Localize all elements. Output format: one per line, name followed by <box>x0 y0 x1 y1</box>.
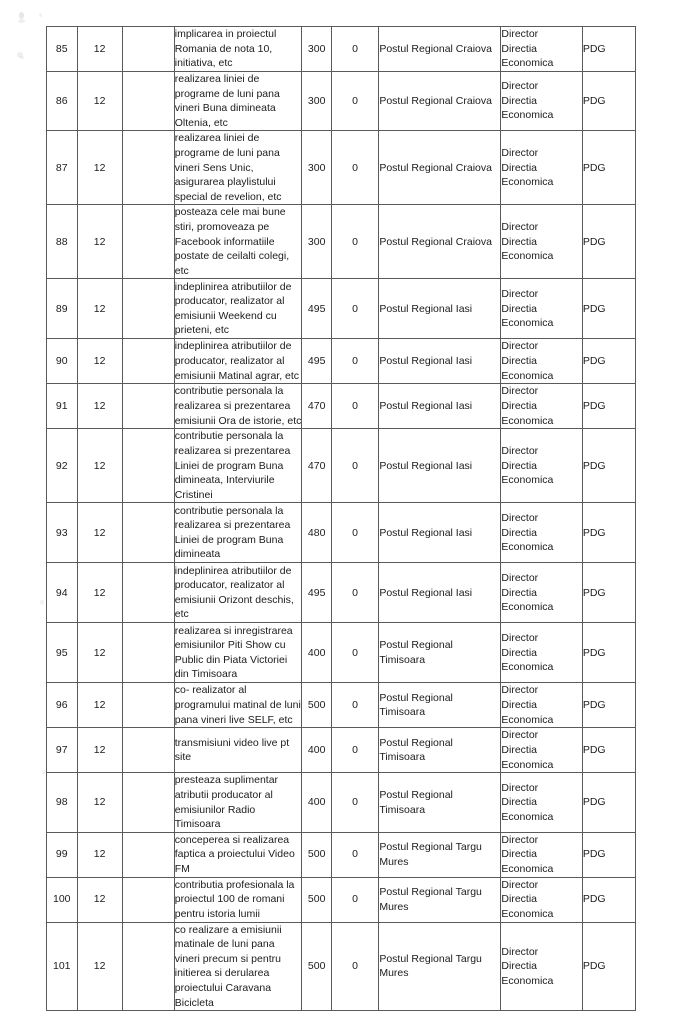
row-months-cell: 12 <box>77 728 122 773</box>
row-pdg-cell: PDG <box>582 623 635 683</box>
row-pdg-cell: PDG <box>582 683 635 728</box>
table-row <box>47 429 636 503</box>
row-approver-cell <box>501 131 582 205</box>
row-station-cell: Postul Regional Iasi <box>379 503 501 563</box>
table-row <box>47 339 636 384</box>
row-station-cell: Postul Regional Craiova <box>379 131 501 205</box>
row-months-cell: 12 <box>77 72 122 131</box>
approver-line: Economica <box>501 907 554 920</box>
row-description-cell: contributie personala la realizarea si prezentarea Liniei de program Buna dimineata <box>174 503 302 563</box>
row-approver-cell <box>501 773 582 832</box>
approver-line: Director <box>501 220 539 233</box>
row-number-cell: 91 <box>47 384 78 429</box>
approver-line: Directia <box>501 459 538 472</box>
row-approver-cell <box>501 503 582 563</box>
row-description-cell: implicarea in proiectul Romania de nota 10, initiativa, etc <box>174 27 302 72</box>
row-pdg-cell: PDG <box>582 339 635 384</box>
row-amount-cell: 300 <box>302 72 331 131</box>
table-row <box>47 922 636 1011</box>
approver-line: Economica <box>501 810 554 823</box>
row-description-cell: contributia profesionala la proiectul 100 de romani pentru istoria lumii <box>174 877 302 922</box>
row-secondary-amount-cell: 0 <box>331 563 378 623</box>
row-station-cell: Postul Regional Iasi <box>379 384 501 429</box>
row-empty-cell <box>122 205 174 279</box>
approver-line: Economica <box>501 601 554 614</box>
row-description-cell: co- realizator al programului matinal de luni pana vineri live SELF, etc <box>174 683 302 728</box>
row-station-cell: Postul Regional Iasi <box>379 429 501 503</box>
table-row <box>47 683 636 728</box>
row-number-cell: 95 <box>47 623 78 683</box>
row-amount-cell: 480 <box>302 503 331 563</box>
row-secondary-amount-cell: 0 <box>331 922 378 1011</box>
approver-line: Directia <box>501 526 538 539</box>
row-station-cell: Postul Regional Timisoara <box>379 623 501 683</box>
approver-line: Directia <box>501 796 538 809</box>
approver-line: Director <box>501 146 539 159</box>
row-station-cell: Postul Regional Targu Mures <box>379 877 501 922</box>
row-secondary-amount-cell: 0 <box>331 339 378 384</box>
scan-artifact-speck <box>19 12 24 19</box>
row-months-cell: 12 <box>77 623 122 683</box>
approver-line: Directia <box>501 235 538 248</box>
table-row <box>47 205 636 279</box>
row-approver-cell <box>501 683 582 728</box>
row-description-cell: transmisiuni video live pt site <box>174 728 302 773</box>
row-approver-cell <box>501 279 582 339</box>
approver-line: Directia <box>501 699 538 712</box>
row-number-cell: 90 <box>47 339 78 384</box>
approver-line: Directia <box>501 744 538 757</box>
approver-line: Economica <box>501 109 554 122</box>
row-description-cell: co realizare a emisiunii matinale de luni pana vineri precum si pentru initierea si derularea proiectului Caravana Bicicleta <box>174 922 302 1011</box>
row-secondary-amount-cell: 0 <box>331 728 378 773</box>
row-approver-cell <box>501 339 582 384</box>
row-empty-cell <box>122 922 174 1011</box>
row-pdg-cell: PDG <box>582 205 635 279</box>
approver-line: Director <box>501 684 539 697</box>
approver-line: Economica <box>501 176 554 189</box>
row-empty-cell <box>122 131 174 205</box>
row-amount-cell: 400 <box>302 623 331 683</box>
approver-line: Director <box>501 385 539 398</box>
row-number-cell: 94 <box>47 563 78 623</box>
approver-line: Economica <box>501 317 554 330</box>
row-description-cell: contributie personala la realizarea si prezentarea Liniei de program Buna dimineata, Interviurile Cristinei <box>174 429 302 503</box>
row-number-cell: 96 <box>47 683 78 728</box>
row-months-cell: 12 <box>77 205 122 279</box>
table-row <box>47 27 636 72</box>
approver-line: Directia <box>501 586 538 599</box>
row-empty-cell <box>122 563 174 623</box>
table-row <box>47 773 636 832</box>
row-approver-cell <box>501 27 582 72</box>
row-pdg-cell: PDG <box>582 27 635 72</box>
row-station-cell: Postul Regional Timisoara <box>379 728 501 773</box>
row-pdg-cell: PDG <box>582 503 635 563</box>
row-secondary-amount-cell: 0 <box>331 623 378 683</box>
row-approver-cell <box>501 623 582 683</box>
row-secondary-amount-cell: 0 <box>331 832 378 877</box>
row-approver-cell <box>501 877 582 922</box>
row-pdg-cell: PDG <box>582 773 635 832</box>
row-station-cell: Postul Regional Craiova <box>379 205 501 279</box>
row-approver-cell <box>501 205 582 279</box>
row-months-cell: 12 <box>77 563 122 623</box>
row-approver-cell <box>501 563 582 623</box>
row-amount-cell: 495 <box>302 339 331 384</box>
row-number-cell: 98 <box>47 773 78 832</box>
table-row <box>47 832 636 877</box>
row-secondary-amount-cell: 0 <box>331 72 378 131</box>
row-pdg-cell: PDG <box>582 728 635 773</box>
row-months-cell: 12 <box>77 922 122 1011</box>
approver-line: Economica <box>501 369 554 382</box>
row-amount-cell: 470 <box>302 384 331 429</box>
row-description-cell: realizarea si inregistrarea emisiunilor Piti Show cu Public din Piata Victoriei din Timisoara <box>174 623 302 683</box>
row-description-cell: realizarea liniei de programe de luni pana vineri Buna dimineata Oltenia, etc <box>174 72 302 131</box>
row-empty-cell <box>122 773 174 832</box>
row-empty-cell <box>122 503 174 563</box>
row-months-cell: 12 <box>77 384 122 429</box>
row-secondary-amount-cell: 0 <box>331 877 378 922</box>
row-empty-cell <box>122 27 174 72</box>
row-secondary-amount-cell: 0 <box>331 205 378 279</box>
row-months-cell: 12 <box>77 131 122 205</box>
scan-artifact-speck <box>20 56 24 59</box>
table-row <box>47 623 636 683</box>
row-description-cell: realizarea liniei de programe de luni pana vineri Sens Unic, asigurarea playlistului special de revelion, etc <box>174 131 302 205</box>
row-description-cell: indeplinirea atributiilor de producator, realizator al emisiunii Orizont deschis, etc <box>174 563 302 623</box>
row-months-cell: 12 <box>77 503 122 563</box>
approver-line: Director <box>501 444 539 457</box>
scan-artifact-speck <box>18 19 25 23</box>
table-row <box>47 72 636 131</box>
approver-line: Economica <box>501 713 554 726</box>
row-approver-cell <box>501 832 582 877</box>
row-empty-cell <box>122 384 174 429</box>
approver-line: Director <box>501 833 539 846</box>
approver-line: Economica <box>501 862 554 875</box>
approver-line: Economica <box>501 250 554 263</box>
row-pdg-cell: PDG <box>582 563 635 623</box>
row-pdg-cell: PDG <box>582 832 635 877</box>
row-number-cell: 87 <box>47 131 78 205</box>
approver-line: Directia <box>501 400 538 413</box>
approver-line: Economica <box>501 541 554 554</box>
row-description-cell: presteaza suplimentar atributii producator al emisiunilor Radio Timisoara <box>174 773 302 832</box>
row-station-cell: Postul Regional Iasi <box>379 339 501 384</box>
row-secondary-amount-cell: 0 <box>331 429 378 503</box>
row-description-cell: contributie personala la realizarea si prezentarea emisiunii Ora de istorie, etc <box>174 384 302 429</box>
row-station-cell: Postul Regional Targu Mures <box>379 832 501 877</box>
row-months-cell: 12 <box>77 877 122 922</box>
approver-line: Director <box>501 340 539 353</box>
row-secondary-amount-cell: 0 <box>331 279 378 339</box>
row-months-cell: 12 <box>77 27 122 72</box>
row-amount-cell: 470 <box>302 429 331 503</box>
row-empty-cell <box>122 832 174 877</box>
approver-line: Directia <box>501 42 538 55</box>
table-row <box>47 384 636 429</box>
approver-line: Economica <box>501 474 554 487</box>
row-station-cell: Postul Regional Craiova <box>379 27 501 72</box>
row-empty-cell <box>122 683 174 728</box>
row-station-cell: Postul Regional Iasi <box>379 563 501 623</box>
row-approver-cell <box>501 429 582 503</box>
row-number-cell: 86 <box>47 72 78 131</box>
approver-line: Directia <box>501 355 538 368</box>
approver-line: Directia <box>501 94 538 107</box>
row-amount-cell: 500 <box>302 683 331 728</box>
row-number-cell: 85 <box>47 27 78 72</box>
row-amount-cell: 400 <box>302 728 331 773</box>
row-pdg-cell: PDG <box>582 384 635 429</box>
approver-line: Director <box>501 287 539 300</box>
row-description-cell: indeplinirea atributiilor de producator, realizator al emisiunii Matinal agrar, etc <box>174 339 302 384</box>
row-pdg-cell: PDG <box>582 131 635 205</box>
approver-line: Director <box>501 878 539 891</box>
approver-line: Director <box>501 945 539 958</box>
approver-line: Economica <box>501 57 554 70</box>
row-description-cell: posteaza cele mai bune stiri, promoveaza pe Facebook informatiile postate de ceilalti colegi, etc <box>174 205 302 279</box>
row-pdg-cell: PDG <box>582 72 635 131</box>
row-empty-cell <box>122 429 174 503</box>
row-secondary-amount-cell: 0 <box>331 773 378 832</box>
row-amount-cell: 495 <box>302 279 331 339</box>
row-secondary-amount-cell: 0 <box>331 131 378 205</box>
row-secondary-amount-cell: 0 <box>331 384 378 429</box>
row-station-cell: Postul Regional Craiova <box>379 72 501 131</box>
compensation-table <box>46 26 636 1011</box>
row-months-cell: 12 <box>77 429 122 503</box>
row-empty-cell <box>122 728 174 773</box>
approver-line: Economica <box>501 661 554 674</box>
row-amount-cell: 500 <box>302 922 331 1011</box>
row-number-cell: 101 <box>47 922 78 1011</box>
row-number-cell: 92 <box>47 429 78 503</box>
row-station-cell: Postul Regional Timisoara <box>379 773 501 832</box>
row-empty-cell <box>122 279 174 339</box>
row-secondary-amount-cell: 0 <box>331 27 378 72</box>
row-station-cell: Postul Regional Timisoara <box>379 683 501 728</box>
approver-line: Economica <box>501 758 554 771</box>
row-empty-cell <box>122 72 174 131</box>
row-pdg-cell: PDG <box>582 279 635 339</box>
scan-artifact-speck <box>40 600 44 605</box>
approver-line: Director <box>501 631 539 644</box>
approver-line: Directia <box>501 848 538 861</box>
approver-line: Directia <box>501 960 538 973</box>
approver-line: Economica <box>501 974 554 987</box>
row-number-cell: 99 <box>47 832 78 877</box>
row-approver-cell <box>501 384 582 429</box>
approver-line: Economica <box>501 414 554 427</box>
approver-line: Director <box>501 80 539 93</box>
row-amount-cell: 300 <box>302 205 331 279</box>
row-approver-cell <box>501 72 582 131</box>
approver-line: Director <box>501 571 539 584</box>
row-amount-cell: 500 <box>302 832 331 877</box>
row-pdg-cell: PDG <box>582 429 635 503</box>
row-empty-cell <box>122 877 174 922</box>
row-months-cell: 12 <box>77 773 122 832</box>
approver-line: Director <box>501 511 539 524</box>
approver-line: Directia <box>501 302 538 315</box>
row-amount-cell: 400 <box>302 773 331 832</box>
row-pdg-cell: PDG <box>582 922 635 1011</box>
row-approver-cell <box>501 728 582 773</box>
approver-line: Directia <box>501 161 538 174</box>
approver-line: Director <box>501 781 539 794</box>
row-months-cell: 12 <box>77 339 122 384</box>
row-empty-cell <box>122 339 174 384</box>
row-amount-cell: 495 <box>302 563 331 623</box>
table-body <box>47 27 636 1011</box>
approver-line: Director <box>501 729 539 742</box>
row-secondary-amount-cell: 0 <box>331 503 378 563</box>
row-description-cell: indeplinirea atributiilor de producator, realizator al emisiunii Weekend cu prieteni, etc <box>174 279 302 339</box>
row-months-cell: 12 <box>77 832 122 877</box>
row-amount-cell: 300 <box>302 131 331 205</box>
row-description-cell: conceperea si realizarea faptica a proiectului Video FM <box>174 832 302 877</box>
row-amount-cell: 500 <box>302 877 331 922</box>
row-number-cell: 100 <box>47 877 78 922</box>
table-row <box>47 503 636 563</box>
scan-artifact-speck <box>39 13 42 17</box>
row-number-cell: 88 <box>47 205 78 279</box>
table-row <box>47 279 636 339</box>
row-amount-cell: 300 <box>302 27 331 72</box>
table-row <box>47 877 636 922</box>
approver-line: Director <box>501 28 539 41</box>
table-row <box>47 131 636 205</box>
approver-line: Directia <box>501 893 538 906</box>
row-empty-cell <box>122 623 174 683</box>
row-months-cell: 12 <box>77 279 122 339</box>
row-secondary-amount-cell: 0 <box>331 683 378 728</box>
table-row <box>47 728 636 773</box>
approver-line: Directia <box>501 646 538 659</box>
row-number-cell: 93 <box>47 503 78 563</box>
row-approver-cell <box>501 922 582 1011</box>
row-months-cell: 12 <box>77 683 122 728</box>
table-row <box>47 563 636 623</box>
row-number-cell: 89 <box>47 279 78 339</box>
row-station-cell: Postul Regional Iasi <box>379 279 501 339</box>
row-station-cell: Postul Regional Targu Mures <box>379 922 501 1011</box>
row-number-cell: 97 <box>47 728 78 773</box>
row-pdg-cell: PDG <box>582 877 635 922</box>
